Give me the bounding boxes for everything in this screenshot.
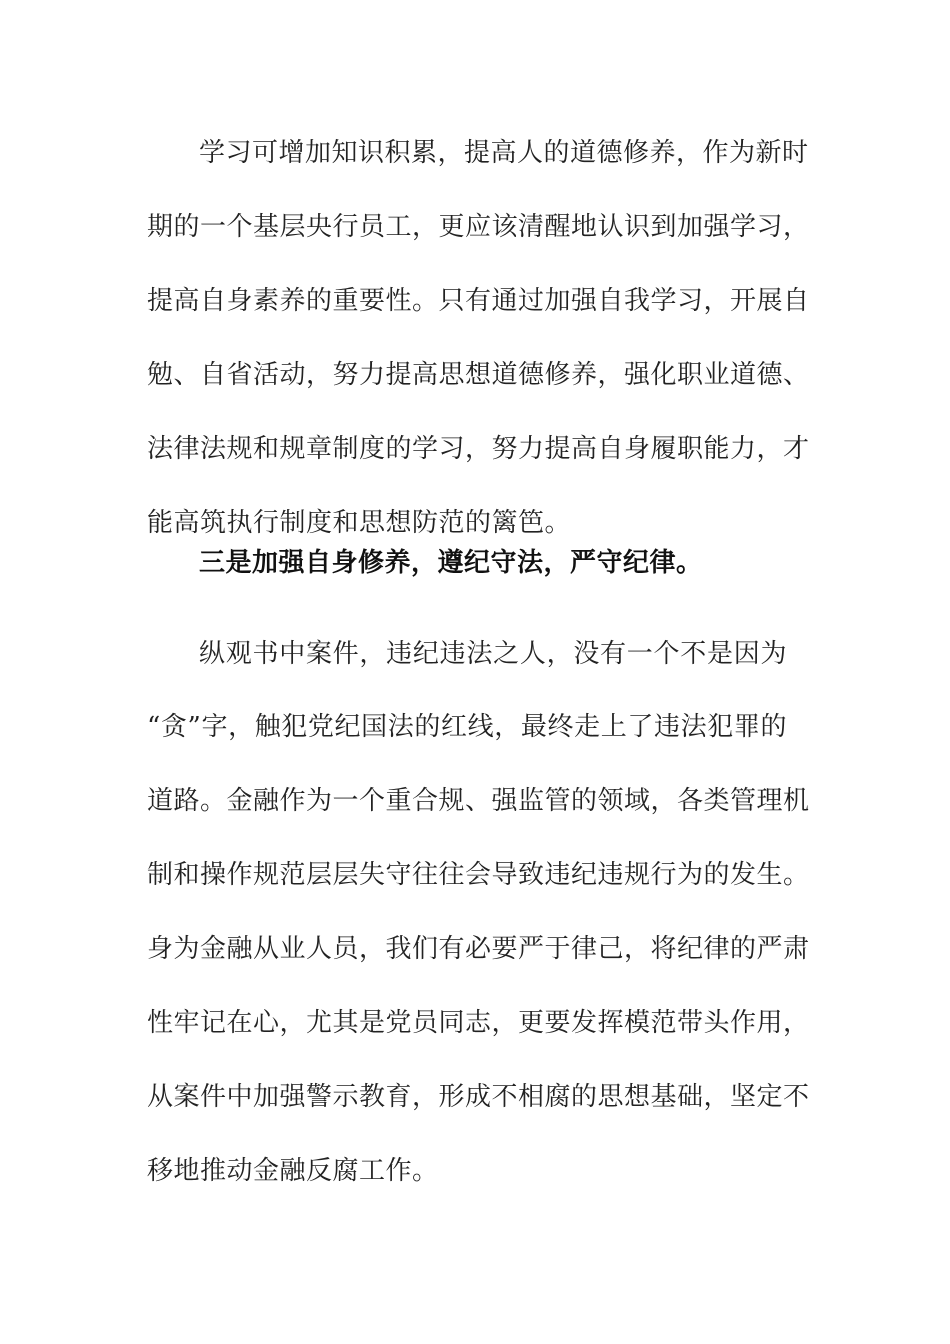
- section-heading: 三是加强自身修养，遵纪守法，严守纪律。: [199, 548, 703, 578]
- paragraph-1-line-5: 法律法规和规章制度的学习，努力提高自身履职能力，才: [147, 434, 810, 464]
- paragraph-2-line-6: 性牢记在心，尤其是党员同志，更要发挥模范带头作用，: [147, 1008, 810, 1038]
- paragraph-1-line-6: 能高筑执行制度和思想防范的篱笆。: [147, 508, 572, 538]
- paragraph-2-line-2: “贪”字，触犯党纪国法的红线，最终走上了违法犯罪的: [147, 712, 787, 742]
- paragraph-1-line-2: 期的一个基层央行员工，更应该清醒地认识到加强学习，: [147, 212, 810, 242]
- paragraph-2-line-1: 纵观书中案件，违纪违法之人，没有一个不是因为: [199, 639, 787, 669]
- paragraph-2-line-4: 制和操作规范层层失守往往会导致违纪违规行为的发生。: [147, 860, 810, 890]
- paragraph-1-line-1: 学习可增加知识积累，提高人的道德修养，作为新时: [199, 138, 809, 168]
- paragraph-2-line-3: 道路。金融作为一个重合规、强监管的领域，各类管理机: [147, 786, 810, 816]
- paragraph-2-line-8: 移地推动金融反腐工作。: [147, 1156, 439, 1186]
- paragraph-2-line-5: 身为金融从业人员，我们有必要严于律己，将纪律的严肃: [147, 934, 810, 964]
- paragraph-1-line-3: 提高自身素养的重要性。只有通过加强自我学习，开展自: [147, 286, 810, 316]
- paragraph-2-line-7: 从案件中加强警示教育，形成不相腐的思想基础，坚定不: [147, 1082, 810, 1112]
- paragraph-1-line-4: 勉、自省活动，努力提高思想道德修养，强化职业道德、: [147, 360, 810, 390]
